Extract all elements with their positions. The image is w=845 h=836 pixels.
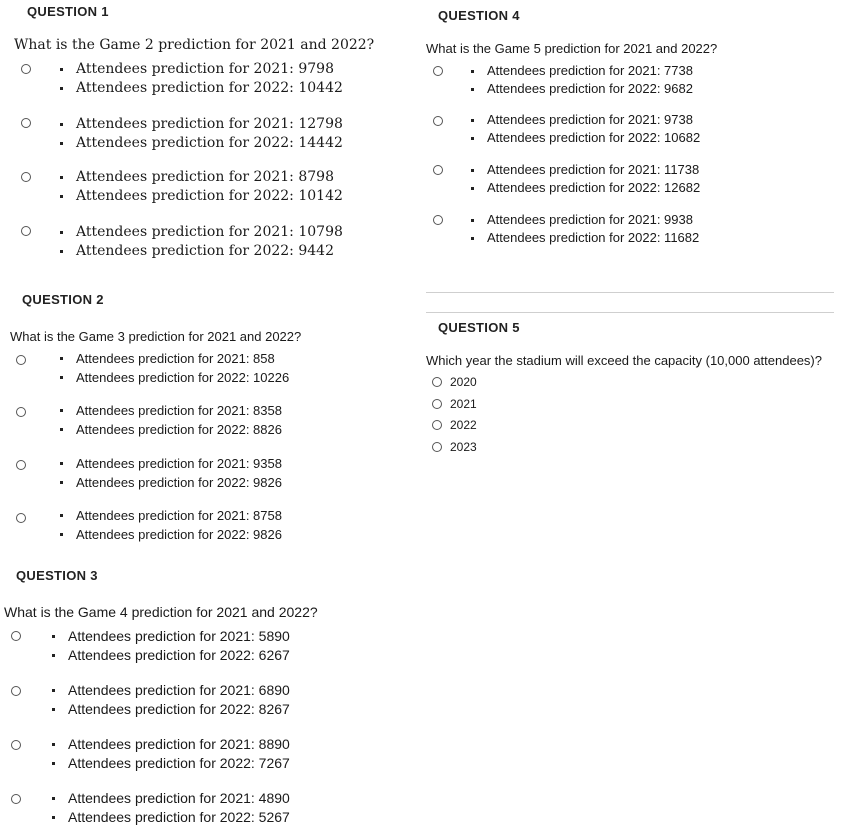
q4-option-1-line-2022: Attendees prediction for 2022: 9682: [471, 80, 693, 98]
q2-option-2-line-2022: Attendees prediction for 2022: 8826: [60, 420, 282, 439]
q3-option-2: [52, 681, 290, 719]
q4-option-1: [471, 62, 693, 98]
q5-option-2020[interactable]: [432, 375, 477, 389]
q5-option-2021-radio[interactable]: [432, 399, 442, 409]
q2-option-3-line-2021: Attendees prediction for 2021: 9358: [60, 454, 282, 473]
q5-option-2020-label: 2020: [450, 375, 477, 389]
q1-option-4-line-2022: Attendees prediction for 2022: 9442: [60, 242, 343, 261]
q5-option-2021[interactable]: [432, 397, 477, 411]
q3-option-3-line-2021: Attendees prediction for 2021: 8890: [52, 735, 290, 754]
q2-option-3-line-2022: Attendees prediction for 2022: 9826: [60, 473, 282, 492]
q3-option-2-line-2021: Attendees prediction for 2021: 6890: [52, 681, 290, 700]
q5-option-2023-radio[interactable]: [432, 442, 442, 452]
q2-option-1-line-2022: Attendees prediction for 2022: 10226: [60, 368, 289, 387]
q3-option-1: [52, 627, 290, 665]
q5-option-2022-radio[interactable]: [432, 420, 442, 430]
q1-option-1: [60, 60, 343, 98]
q4-option-1-radio[interactable]: [433, 66, 443, 76]
q3-option-3: [52, 735, 290, 773]
q1-option-2-radio[interactable]: [21, 118, 31, 128]
q3-option-4-radio[interactable]: [11, 794, 21, 804]
question-2-heading: QUESTION 2: [22, 292, 104, 307]
q3-option-2-line-2022: Attendees prediction for 2022: 8267: [52, 700, 290, 719]
q3-option-1-line-2022: Attendees prediction for 2022: 6267: [52, 646, 290, 665]
q4-option-2: [471, 111, 700, 147]
q1-option-3-line-2022: Attendees prediction for 2022: 10142: [60, 187, 343, 206]
q1-option-4-line-2021: Attendees prediction for 2021: 10798: [60, 223, 343, 242]
question-3-heading: QUESTION 3: [16, 568, 98, 583]
q2-option-3: [60, 454, 282, 492]
question-4-prompt: What is the Game 5 prediction for 2021 and 2022?: [426, 41, 718, 56]
q3-option-2-radio[interactable]: [11, 686, 21, 696]
q2-option-3-radio[interactable]: [16, 460, 26, 470]
q1-option-3-line-2021: Attendees prediction for 2021: 8798: [60, 168, 343, 187]
divider: [426, 312, 834, 313]
q3-option-1-radio[interactable]: [11, 631, 21, 641]
q5-option-2021-label: 2021: [450, 397, 477, 411]
q2-option-1-radio[interactable]: [16, 355, 26, 365]
divider: [426, 292, 834, 293]
q3-option-3-line-2022: Attendees prediction for 2022: 7267: [52, 754, 290, 773]
q3-option-4: [52, 789, 290, 827]
question-5-heading: QUESTION 5: [438, 320, 520, 335]
q4-option-3: [471, 161, 700, 197]
q4-option-2-line-2022: Attendees prediction for 2022: 10682: [471, 129, 700, 147]
q2-option-1-line-2021: Attendees prediction for 2021: 858: [60, 349, 289, 368]
question-1-prompt: What is the Game 2 prediction for 2021 and 2022?: [14, 37, 375, 53]
question-1-heading: QUESTION 1: [27, 4, 109, 19]
question-4-heading: QUESTION 4: [438, 8, 520, 23]
q4-option-1-line-2021: Attendees prediction for 2021: 7738: [471, 62, 693, 80]
q2-option-2-line-2021: Attendees prediction for 2021: 8358: [60, 401, 282, 420]
q5-option-2023[interactable]: [432, 440, 477, 454]
q1-option-4: [60, 223, 343, 261]
q1-option-1-line-2021: Attendees prediction for 2021: 9798: [60, 60, 343, 79]
q4-option-2-line-2021: Attendees prediction for 2021: 9738: [471, 111, 700, 129]
q4-option-3-line-2021: Attendees prediction for 2021: 11738: [471, 161, 700, 179]
q4-option-4-radio[interactable]: [433, 215, 443, 225]
q2-option-4: [60, 506, 282, 544]
q4-option-4-line-2022: Attendees prediction for 2022: 11682: [471, 229, 699, 247]
q1-option-3: [60, 168, 343, 206]
q1-option-4-radio[interactable]: [21, 226, 31, 236]
q2-option-1: [60, 349, 289, 387]
q4-option-4: [471, 211, 699, 247]
q5-option-2020-radio[interactable]: [432, 377, 442, 387]
q3-option-3-radio[interactable]: [11, 740, 21, 750]
q1-option-1-radio[interactable]: [21, 64, 31, 74]
q1-option-2-line-2022: Attendees prediction for 2022: 14442: [60, 134, 343, 153]
q5-option-2022[interactable]: [432, 418, 477, 432]
q2-option-4-radio[interactable]: [16, 513, 26, 523]
q1-option-3-radio[interactable]: [21, 172, 31, 182]
q2-option-4-line-2021: Attendees prediction for 2021: 8758: [60, 506, 282, 525]
q3-option-4-line-2021: Attendees prediction for 2021: 4890: [52, 789, 290, 808]
q1-option-1-line-2022: Attendees prediction for 2022: 10442: [60, 79, 343, 98]
q5-option-2022-label: 2022: [450, 418, 477, 432]
q1-option-2: [60, 115, 343, 153]
q2-option-2: [60, 401, 282, 439]
q4-option-3-radio[interactable]: [433, 165, 443, 175]
q4-option-3-line-2022: Attendees prediction for 2022: 12682: [471, 179, 700, 197]
q4-option-4-line-2021: Attendees prediction for 2021: 9938: [471, 211, 699, 229]
q1-option-2-line-2021: Attendees prediction for 2021: 12798: [60, 115, 343, 134]
question-3-prompt: What is the Game 4 prediction for 2021 and 2022?: [4, 604, 318, 620]
q3-option-1-line-2021: Attendees prediction for 2021: 5890: [52, 627, 290, 646]
q5-option-2023-label: 2023: [450, 440, 477, 454]
q3-option-4-line-2022: Attendees prediction for 2022: 5267: [52, 808, 290, 827]
q4-option-2-radio[interactable]: [433, 116, 443, 126]
question-5-prompt: Which year the stadium will exceed the capacity (10,000 attendees)?: [426, 353, 822, 368]
question-2-prompt: What is the Game 3 prediction for 2021 and 2022?: [10, 329, 302, 344]
q2-option-4-line-2022: Attendees prediction for 2022: 9826: [60, 525, 282, 544]
q2-option-2-radio[interactable]: [16, 407, 26, 417]
